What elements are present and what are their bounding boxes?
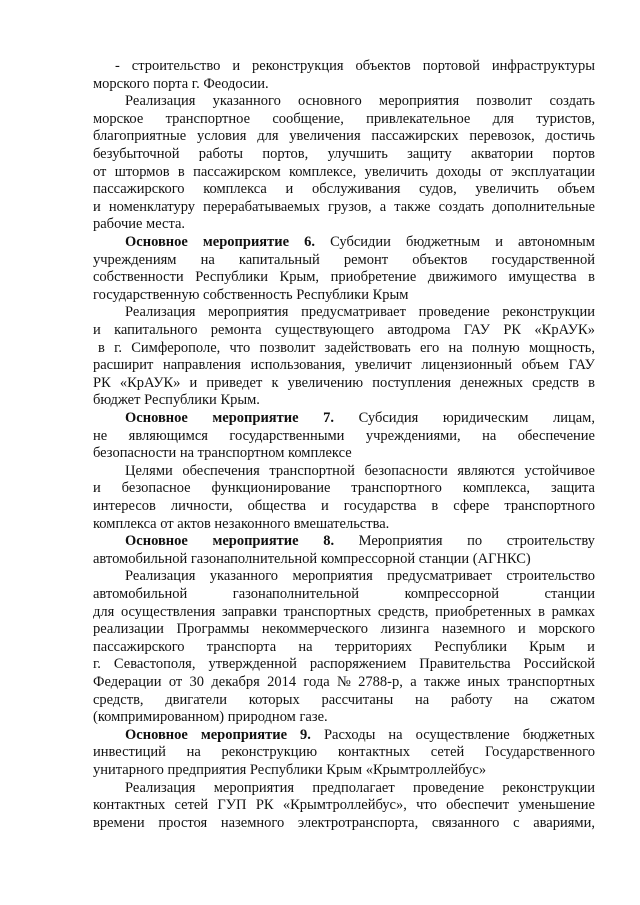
word: капитального <box>114 322 198 338</box>
word: увеличит <box>354 357 412 374</box>
word: объем <box>557 181 595 198</box>
word: государственными <box>229 427 345 444</box>
word: на <box>482 427 497 444</box>
text-line <box>93 709 595 727</box>
word: достичь <box>545 128 595 145</box>
word: Реализация <box>125 779 196 796</box>
text-line <box>93 674 595 692</box>
line-text: автомобильной газонаполнительной компрессорной станции (АГНКС) <box>93 550 531 567</box>
word: двигатели <box>165 691 228 708</box>
word: распоряжением <box>309 656 407 673</box>
word: в <box>177 163 185 180</box>
word: проведение <box>418 304 490 321</box>
text-line <box>93 164 595 182</box>
word: мероприятия <box>292 568 373 585</box>
text-line <box>93 76 595 94</box>
bold-word: 8. <box>323 533 335 550</box>
text-line <box>93 463 595 481</box>
bold-word: мероприятие <box>200 726 288 743</box>
word: в <box>431 498 439 514</box>
word: ГАУ <box>463 322 491 338</box>
word: общества <box>247 498 307 514</box>
line-text: государственную собственность Республики Крым <box>93 286 409 303</box>
word: средств <box>532 374 580 391</box>
word: от <box>489 163 503 180</box>
word: комплекса <box>203 181 267 198</box>
bold-word: мероприятие <box>202 234 290 250</box>
word: в <box>588 374 595 391</box>
word: что <box>416 797 437 814</box>
word: Российской <box>523 656 595 673</box>
word: Реализация <box>125 568 196 585</box>
word: безопасности <box>364 462 448 479</box>
word: устойчивое <box>524 462 595 479</box>
text-line <box>93 58 595 76</box>
word: Федерации <box>93 674 162 690</box>
word: пассажирского <box>93 638 185 655</box>
word: направления <box>163 357 241 374</box>
word: движимого <box>427 269 497 286</box>
word: капитальный <box>238 251 320 268</box>
word: акватории <box>470 146 534 162</box>
word: сжатом <box>550 691 595 708</box>
word: условия <box>197 128 247 145</box>
word: Программы <box>176 621 250 638</box>
word: лицам, <box>552 410 595 426</box>
word: использования, <box>250 357 346 374</box>
word: Республики <box>434 638 507 655</box>
word: указанного <box>209 568 279 585</box>
word: обеспечения <box>182 462 260 479</box>
word: строительство <box>506 568 595 585</box>
word: авариями, <box>533 814 595 831</box>
word: и <box>232 58 241 74</box>
word: работы <box>198 146 243 162</box>
word: на <box>186 744 201 761</box>
word: Севастополя, <box>113 656 196 673</box>
text-line <box>93 445 595 463</box>
word: объектов <box>355 58 411 74</box>
word: и <box>321 498 329 514</box>
word: инфраструктуры <box>491 58 595 74</box>
word: и <box>93 198 101 215</box>
text-line <box>93 128 595 146</box>
word: строительству <box>506 533 595 550</box>
word: для <box>93 603 115 620</box>
word: лицензионный <box>421 357 513 374</box>
word: пассажирских <box>371 128 459 145</box>
word: морского <box>538 621 595 638</box>
word: задействовать <box>324 339 411 356</box>
word: государства <box>343 498 417 514</box>
word: мероприятия <box>213 779 295 796</box>
word: РК <box>255 797 274 814</box>
word: ремонта <box>210 322 262 338</box>
word: ремонт <box>343 251 389 268</box>
word: существующего <box>274 322 375 338</box>
text-line <box>93 727 595 745</box>
text-line <box>93 269 595 287</box>
word: по <box>467 533 483 550</box>
word: бюджетным <box>405 234 481 250</box>
word: Симферополе, <box>131 339 221 356</box>
text-line <box>93 392 595 410</box>
word: также <box>423 674 461 690</box>
word: приобретенных <box>435 603 532 620</box>
word: реконструкции <box>502 304 595 321</box>
word: портовой <box>422 58 480 74</box>
word: увеличить <box>475 181 539 198</box>
word: «Крымтроллейбус», <box>282 797 407 814</box>
word: в <box>538 603 545 620</box>
word: г. <box>114 339 123 356</box>
word: что <box>229 339 251 356</box>
text-line <box>93 357 595 375</box>
word: на <box>200 251 215 268</box>
word: компрессорной <box>404 586 499 602</box>
word: юридическим <box>442 410 529 426</box>
line-text: (компримированном) природном газе. <box>93 709 328 726</box>
line-text: бюджет Республики Крым. <box>93 392 260 409</box>
word: комплекса, <box>462 480 531 497</box>
word: увеличить <box>364 163 429 180</box>
word: транспортной <box>269 462 355 479</box>
word: декабря <box>211 674 260 690</box>
word: «КрАУК» <box>119 374 181 391</box>
word: средств, <box>377 603 429 620</box>
word: судов, <box>419 181 457 198</box>
word: с <box>513 814 520 831</box>
word: наземного <box>441 621 506 638</box>
word: мощность, <box>528 339 595 356</box>
word: обеспечит <box>446 797 510 814</box>
word: морское <box>93 110 144 127</box>
word: и <box>518 621 526 638</box>
word: газонаполнительной <box>232 586 360 602</box>
word: рассчитаны <box>321 691 394 708</box>
word: транспортного <box>351 480 442 497</box>
word: создать <box>549 93 595 110</box>
word: Реализация <box>125 93 196 110</box>
text-line <box>93 340 595 358</box>
word: Государственного <box>485 744 595 761</box>
word: позволит <box>476 93 533 110</box>
word: учреждениям <box>93 251 177 268</box>
word: года <box>303 674 330 690</box>
text-line <box>93 621 595 639</box>
word: и <box>93 322 101 338</box>
word: РК <box>93 374 111 391</box>
word: предполагает <box>312 779 395 796</box>
word: эксплуатации <box>511 163 595 180</box>
word: туристов, <box>536 110 595 127</box>
word: в <box>588 269 595 286</box>
word: некоммерческого <box>261 621 368 638</box>
word: Субсидии <box>330 234 391 250</box>
text-line <box>93 234 595 252</box>
text-line <box>93 410 595 428</box>
text-line <box>93 533 595 551</box>
word: являются <box>457 462 515 479</box>
word: проведение <box>413 779 485 796</box>
text-line <box>93 815 595 833</box>
word: для <box>492 110 514 127</box>
word: перевозок, <box>469 128 535 145</box>
word: расширит <box>93 357 154 374</box>
word: 2014 <box>267 674 297 690</box>
word: контактных <box>93 797 166 814</box>
word: собственности <box>93 269 184 286</box>
word: наземного <box>220 814 285 831</box>
word: грузов, <box>327 198 372 215</box>
word: объем <box>521 357 560 374</box>
word: безубыточной <box>93 146 180 162</box>
word: рамках <box>551 603 595 620</box>
bold-word: 7. <box>323 410 335 426</box>
word: простоя <box>158 814 208 831</box>
word: - <box>115 58 120 74</box>
word: инвестиций <box>93 744 166 761</box>
word: в <box>98 339 105 356</box>
bold-word: Основное <box>125 410 188 426</box>
word: 30 <box>189 674 205 690</box>
line-text: морского порта г. Феодосии. <box>93 75 269 92</box>
word: привлекательное <box>366 110 471 127</box>
word: электротранспорта, <box>297 814 419 831</box>
line-text: рабочие места. <box>93 216 186 233</box>
word: Крым <box>529 638 565 655</box>
word: защиту <box>407 146 452 162</box>
text-line <box>93 568 595 586</box>
word: не <box>93 427 108 444</box>
word: государственной <box>491 251 595 268</box>
word: реконструкция <box>252 58 344 74</box>
word: для <box>257 128 279 145</box>
word: указанного <box>212 93 281 110</box>
word: 2788-р, <box>358 674 403 690</box>
word: станции <box>544 586 595 602</box>
word: транспортных <box>507 674 595 690</box>
word: обеспечение <box>517 427 595 444</box>
word: Реализация <box>125 304 196 321</box>
word: транспортных <box>283 603 372 620</box>
word: автомобильной <box>93 586 188 602</box>
word: бюджетных <box>522 726 595 743</box>
word: также <box>394 198 431 215</box>
word: ГУП <box>217 797 247 814</box>
word: на <box>514 691 529 708</box>
word: транспорта <box>206 638 277 655</box>
word: а <box>379 198 387 215</box>
word: лизинга <box>380 621 430 638</box>
word: а <box>410 674 417 690</box>
bold-word: Основное <box>125 533 188 550</box>
bold-word: 6. <box>304 234 316 250</box>
text-line <box>93 287 595 305</box>
text-line <box>93 797 595 815</box>
word: интересов <box>93 498 156 514</box>
text-line <box>93 692 595 710</box>
word: приобретение <box>330 269 417 286</box>
word: доходы <box>436 163 482 180</box>
word: автономным <box>518 234 595 250</box>
text-line <box>93 551 595 569</box>
text-line <box>93 428 595 446</box>
word: основного <box>298 93 362 110</box>
word: увеличения <box>289 128 361 145</box>
word: объектов <box>412 251 468 268</box>
word: предусматривает <box>301 304 406 321</box>
text-line <box>93 780 595 798</box>
word: РК <box>503 322 522 338</box>
word: уменьшение <box>518 797 595 814</box>
word: безопасное <box>121 480 191 497</box>
word: пассажирского <box>93 181 185 198</box>
word: реконструкцию <box>221 744 318 761</box>
word: его <box>419 339 440 356</box>
word: комплексе, <box>289 163 357 180</box>
word: функционирование <box>211 480 331 497</box>
word: от <box>168 674 183 690</box>
text-line <box>93 252 595 270</box>
word: мероприятия <box>208 304 289 321</box>
word: номенклатуру <box>108 198 196 215</box>
word: учреждениями, <box>365 427 461 444</box>
word: утвержденной <box>208 656 297 673</box>
text-line <box>93 146 595 164</box>
word: на <box>388 726 403 743</box>
word: автодрома <box>387 322 451 338</box>
text-line <box>93 480 595 498</box>
bold-word: мероприятие <box>212 410 299 426</box>
word: штормов <box>114 163 170 180</box>
word: Мероприятия <box>358 533 443 550</box>
word: являющимся <box>128 427 208 444</box>
word: к <box>271 374 279 391</box>
line-text: безопасности на транспортном комплексе <box>93 445 352 462</box>
word: перерабатываемых <box>203 198 320 215</box>
word: сфере <box>453 498 490 514</box>
word: позволит <box>259 339 316 356</box>
word: дополнительные <box>492 198 595 215</box>
word: личности, <box>170 498 233 514</box>
word: пассажирском <box>193 163 281 180</box>
line-text: унитарного предприятия Республики Крым «Крымтроллейбус» <box>93 762 487 778</box>
word: защита <box>550 480 595 497</box>
word: Республики <box>195 269 268 286</box>
bold-word: Основное <box>125 726 188 743</box>
text-line <box>93 656 595 674</box>
text-line <box>93 304 595 322</box>
bold-word: Основное <box>125 234 188 250</box>
word: строительство <box>131 58 221 74</box>
word: поступления <box>372 374 452 391</box>
word: благоприятные <box>93 128 187 145</box>
word: и <box>587 638 595 655</box>
word: средств, <box>93 691 144 708</box>
word: и <box>285 181 294 198</box>
word: и <box>189 374 198 391</box>
word: ГАУ <box>568 357 595 374</box>
word: г. <box>93 656 101 673</box>
bold-word: мероприятие <box>212 533 299 550</box>
text-line <box>93 762 595 780</box>
word: обслуживания <box>311 181 401 198</box>
text-line <box>93 181 595 199</box>
word: создать <box>438 198 485 215</box>
text-line <box>93 498 595 516</box>
line-text: комплекса от актов незаконного вмешательства. <box>93 515 390 532</box>
word: связанного <box>431 814 500 831</box>
word: Целями <box>125 462 173 479</box>
text-line <box>93 375 595 393</box>
word: Крым, <box>279 269 320 286</box>
word: заправки <box>221 603 278 620</box>
word: на <box>415 691 430 708</box>
word: времени <box>93 814 145 831</box>
word: «КрАУК» <box>534 322 595 338</box>
word: которых <box>248 691 300 708</box>
word: мероприятия <box>378 93 460 110</box>
text-line <box>93 93 595 111</box>
text-line <box>93 639 595 657</box>
word: на <box>448 339 463 356</box>
word: Расходы <box>323 726 376 743</box>
word: реализации <box>93 621 164 638</box>
word: портов <box>552 146 595 162</box>
word: и <box>495 234 503 250</box>
text-line <box>93 744 595 762</box>
word: полную <box>471 339 520 356</box>
word: улучшить <box>327 146 388 162</box>
text-line <box>93 516 595 534</box>
word: сообщение, <box>272 110 344 127</box>
word: Правительства <box>419 656 511 673</box>
word: контактных <box>337 744 411 761</box>
word: осуществление <box>415 726 510 743</box>
word: осуществления <box>120 603 216 620</box>
bold-word: 9. <box>300 726 311 743</box>
word: иных <box>467 674 501 690</box>
word: территориях <box>334 638 413 655</box>
word: имущества <box>508 269 577 286</box>
word: предусматривает <box>387 568 492 585</box>
word: и <box>93 480 101 497</box>
text-line <box>93 322 595 340</box>
word: сетей <box>430 744 465 761</box>
word: увеличению <box>287 374 364 391</box>
word: Субсидия <box>358 410 419 426</box>
word: транспортное <box>165 110 251 127</box>
word: транспортного <box>504 498 595 514</box>
word: на <box>298 638 313 655</box>
word: от <box>93 163 107 180</box>
text-line <box>93 111 595 129</box>
word: приведет <box>206 374 263 391</box>
text-line <box>93 216 595 234</box>
word: № <box>336 674 351 690</box>
word: реконструкции <box>502 779 595 796</box>
text-line <box>93 604 595 622</box>
word: работу <box>450 691 493 708</box>
text-line <box>93 586 595 604</box>
word: сетей <box>174 797 209 814</box>
text-line <box>93 199 595 217</box>
word: денежных <box>460 374 523 391</box>
word: портов, <box>262 146 309 162</box>
